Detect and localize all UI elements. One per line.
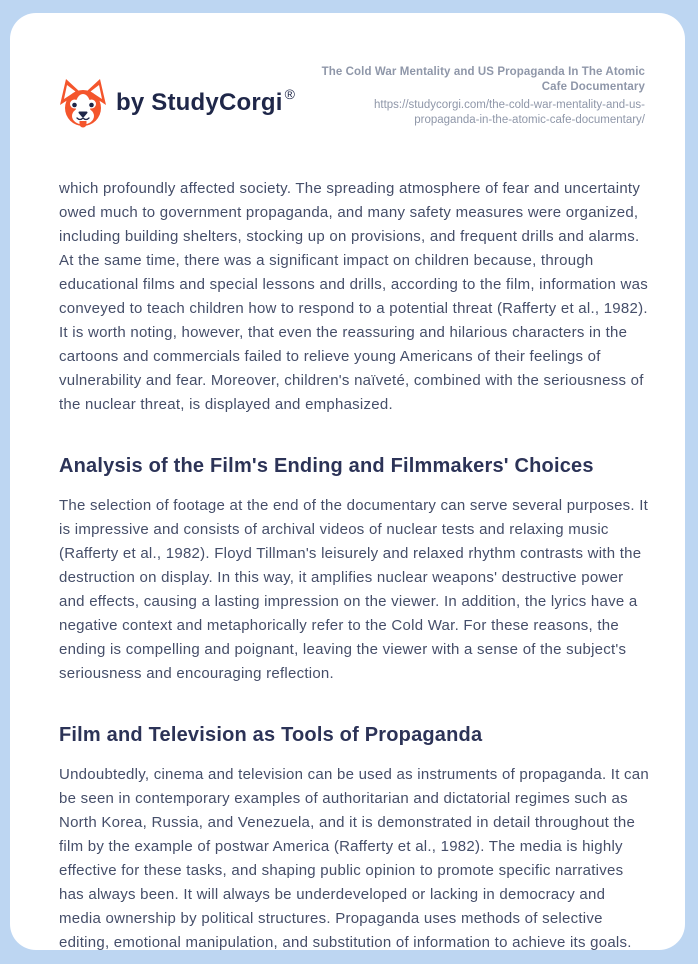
paragraph-film-tv: Undoubtedly, cinema and television can be used as instruments of propaganda. It can be seen in contemporary examples of authoritarian and dictatorial regimes such as North Korea, Russia, and Venezuela, and it is demonstrated in detail throughout the film by the example of postwar America (Rafferty et al., 1982). The media is highly effective for these tasks, and shaping public opinion to promote specific narratives has always been. It will always be underdeveloped or lacking in democracy and media ownership by political structures. Propaganda uses methods of selective editing, emotional manipulation, and substitution of information to achieve its goals. [59,766,649,950]
paragraph-analysis: The selection of footage at the end of the documentary can serve several purposes. It is impressive and consists of archival videos of nuclear tests and relaxing music (Rafferty et al., 1982). Floyd Tillman's leisurely and relaxed rhythm contrasts with the destruction on display. In this way, it amplifies nuclear weapons' destructive power and effects, causing a lasting impression on the viewer. In addition, the lyrics have a negative context and metaphorically refer to the Cold War. For these reasons, the ending is compelling and poignant, leaving the viewer with a sense of the subject's seriousness and encouraging reflection. [59,497,649,682]
article-body [59,177,649,950]
document-title: The Cold War Mentality and US Propaganda In The Atomic Cafe Documentary [321,66,645,93]
document-url-link[interactable]: https://studycorgi.com/the-cold-war-mentality-and-us-propaganda-in-the-atomic-cafe-documentary/ [374,99,645,126]
document-header [59,60,645,128]
registered-trademark-symbol: ® [284,86,295,102]
section-heading-analysis: Analysis of the Film's Ending and Filmmakers' Choices [59,455,594,477]
section-heading-film-tv: Film and Television as Tools of Propaganda [59,724,483,746]
logo-brand-text: by StudyCorgi [116,89,283,116]
document-card [10,13,685,950]
corgi-logo-icon [59,78,107,128]
paragraph-intro: which profoundly affected society. The spreading atmosphere of fear and uncertainty owed much to government propaganda, and many safety measures were organized, including building shelters, stocking up on provisions, and frequent drills and alarms. At the same time, there was a significant impact on children because, through educational films and special lessons and drills, according to the film, information was conveyed to teach children how to respond to a potential threat (Rafferty et al., 1982). It is worth noting, however, that even the reassuring and hilarious characters in the cartoons and commercials failed to relieve young Americans of their feelings of vulnerability and fear. Moreover, children's naïveté, combined with the seriousness of the nuclear threat, is displayed and emphasized. [59,180,648,413]
document-meta [313,65,645,128]
studycorgi-logo[interactable] [59,78,295,128]
